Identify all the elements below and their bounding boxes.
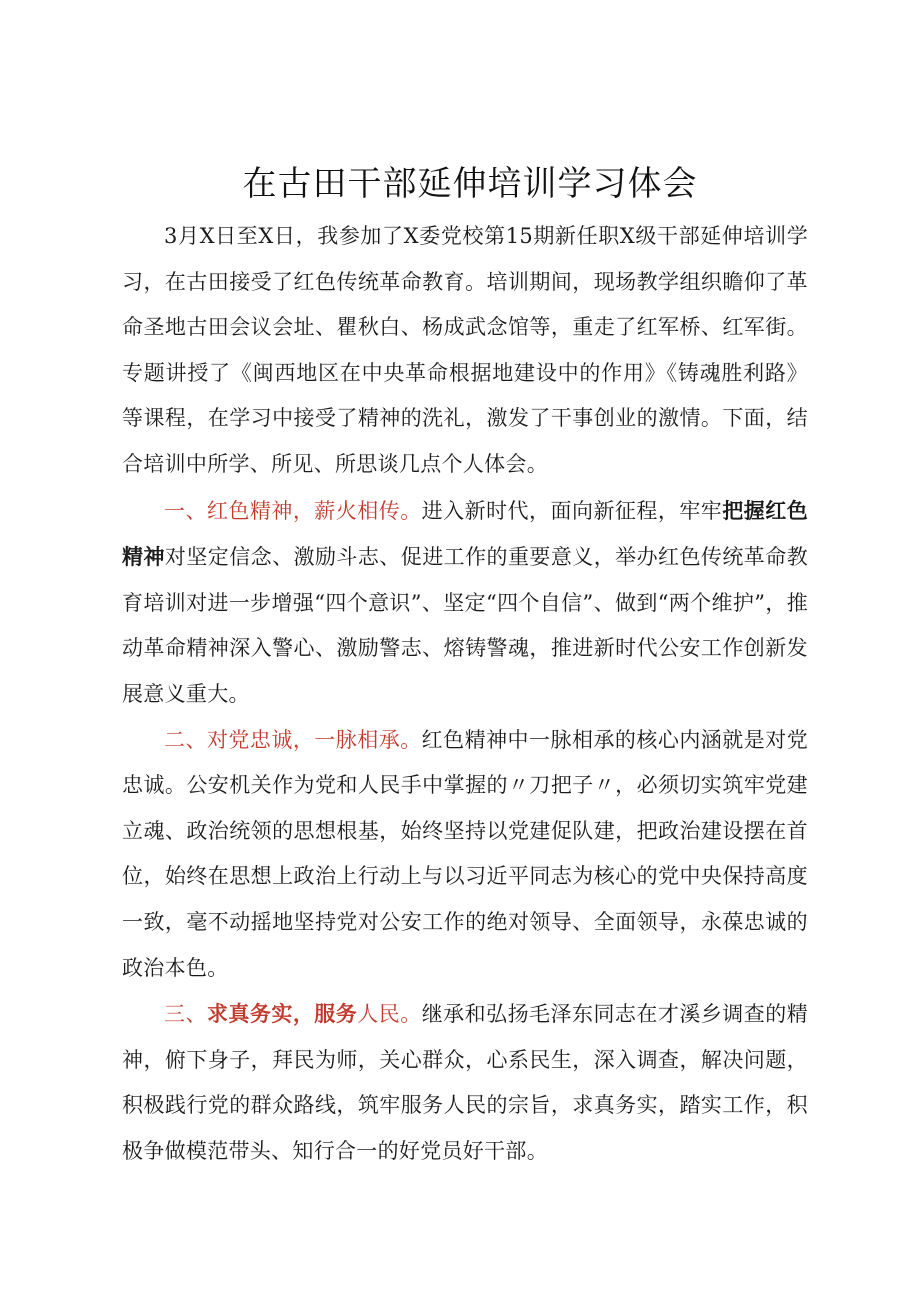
section-2-heading: 二、对党忠诚，一脉相承。 xyxy=(164,727,422,752)
section-2-paragraph xyxy=(122,718,808,992)
section-1-paragraph xyxy=(122,488,808,718)
page-title: 在古田干部延伸培训学习体会 xyxy=(242,164,698,204)
section-1-body-bold: 把握红色精神 xyxy=(122,497,808,570)
section-3-heading-post: 人民。 xyxy=(357,1002,422,1027)
section-1-heading: 一、红色精神，薪火相传。 xyxy=(164,498,422,523)
section-1-body-pre: 进入新时代，面向新征程，牢牢 xyxy=(421,498,723,523)
intro-paragraph: 3月X日至X日，我参加了X委党校第15期新任职X级干部延伸培训学习，在古田接受了红色传统革命教育。培训期间，现场教学组织瞻仰了革命圣地古田会议会址、瞿秋白、杨成武念馆等，重走了红军桥、红军街。专题讲授了《闽西地区在中央革命根据地建设中的作用》《铸魂胜利路》等课程，在学习中接受了精神的洗礼，激发了干事创业的激情。下面，结合培训中所学、所见、所思谈几点个人体会。 xyxy=(122,224,808,476)
section-1-body-post: 对坚定信念、激励斗志、促进工作的重要意义，举办红色传统革命教育培训对进一步增强“四个意识”、坚定“四个自信”、做到“两个维护”，推动革命精神深入警心、激励警志、熔铸警魂，推进新时代公安工作创新发展意义重大。 xyxy=(122,545,808,706)
section-3-body: 继承和弘扬毛泽东同志在才溪乡调查的精神，俯下身子，拜民为师，关心群众，心系民生，深入调查，解决问题，积极践行党的群众路线，筑牢服务人民的宗旨，求真务实，踏实工作，积极争做模范带头、知行合一的好党员好干部。 xyxy=(122,1002,808,1163)
section-2-body: 红色精神中一脉相承的核心内涵就是对党忠诚。公安机关作为党和人民手中掌握的〃刀把子〃，必须切实筑牢党建立魂、政治统领的思想根基，始终坚持以党建促队建，把政治建设摆在首位，始终在思想上政治上行动上与以习近平同志为核心的党中央保持高度一致，毫不动摇地坚持党对公安工作的绝对领导、全面领导，永葆忠诚的政治本色。 xyxy=(122,727,808,980)
section-3-heading-pre: 三、 xyxy=(164,1002,207,1027)
section-3-heading-bold: 求真务实，服务 xyxy=(206,1001,358,1027)
section-3-paragraph xyxy=(122,991,808,1174)
